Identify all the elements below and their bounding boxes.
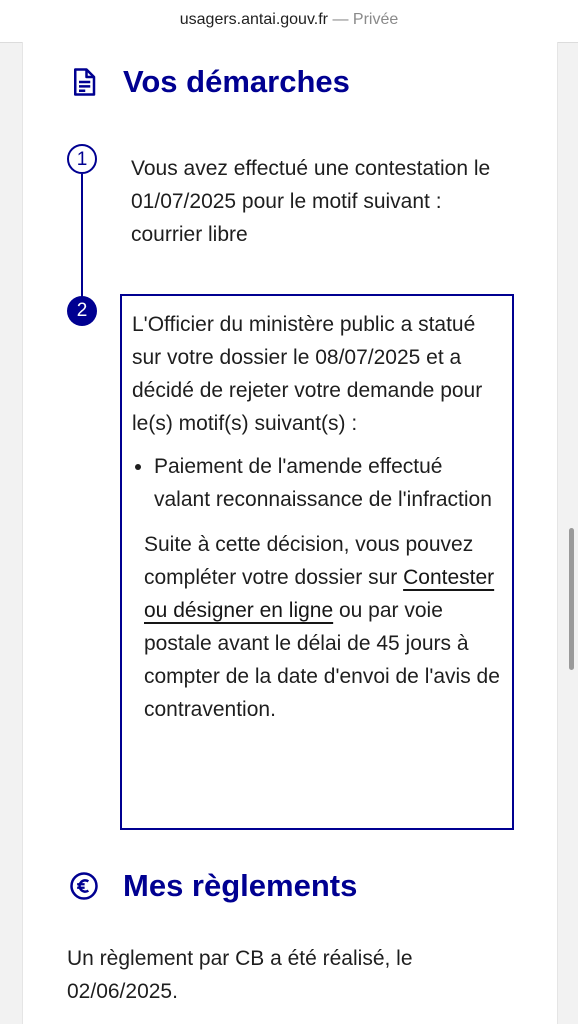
step-2-card — [120, 294, 514, 830]
url-separator: — — [332, 11, 349, 28]
reglements-title: Mes règlements — [123, 868, 358, 903]
document-icon — [69, 67, 99, 97]
timeline-connector — [81, 174, 83, 300]
contester-en-ligne-link[interactable]: Contester ou désigner en ligne — [144, 566, 495, 622]
euro-icon — [69, 871, 99, 901]
reasons-list — [132, 450, 502, 516]
private-mode-label: Privée — [352, 11, 399, 28]
reason-item: • Paiement de l'amende effectué valant reconnaissance de l'infraction — [154, 450, 502, 516]
reglement-info: Un règlement par CB a été réalisé, le 02/06/2025. — [67, 947, 413, 1003]
step-2-text: L'Officier du ministère public a statué sur votre dossier le 08/07/2025 et a décidé de rejeter votre demande pour le(s) motif(s) suivant(s) : — [132, 313, 483, 435]
browser-address-bar[interactable] — [0, 0, 578, 43]
url-text: usagers.antai.gouv.fr — [179, 11, 328, 28]
follow-up-after: ou par voie postale avant le délai de 45 jours à compter de la date d'envoi de l'avis de contravention. — [144, 599, 500, 721]
follow-up-before: Suite à cette décision, vous pouvez compléter votre dossier sur — [144, 533, 474, 589]
demarches-heading — [69, 64, 350, 100]
step-2-number: 2 — [67, 296, 97, 326]
demarches-title: Vos démarches — [123, 64, 350, 99]
scrollbar[interactable] — [569, 528, 574, 670]
step-1-text: Vous avez effectué une contestation le 01/07/2025 pour le motif suivant : courrier libre — [131, 157, 491, 246]
page-content — [22, 42, 558, 1024]
reglements-heading — [69, 868, 357, 904]
step-1-number: 1 — [67, 144, 97, 174]
follow-up-text — [144, 528, 502, 726]
